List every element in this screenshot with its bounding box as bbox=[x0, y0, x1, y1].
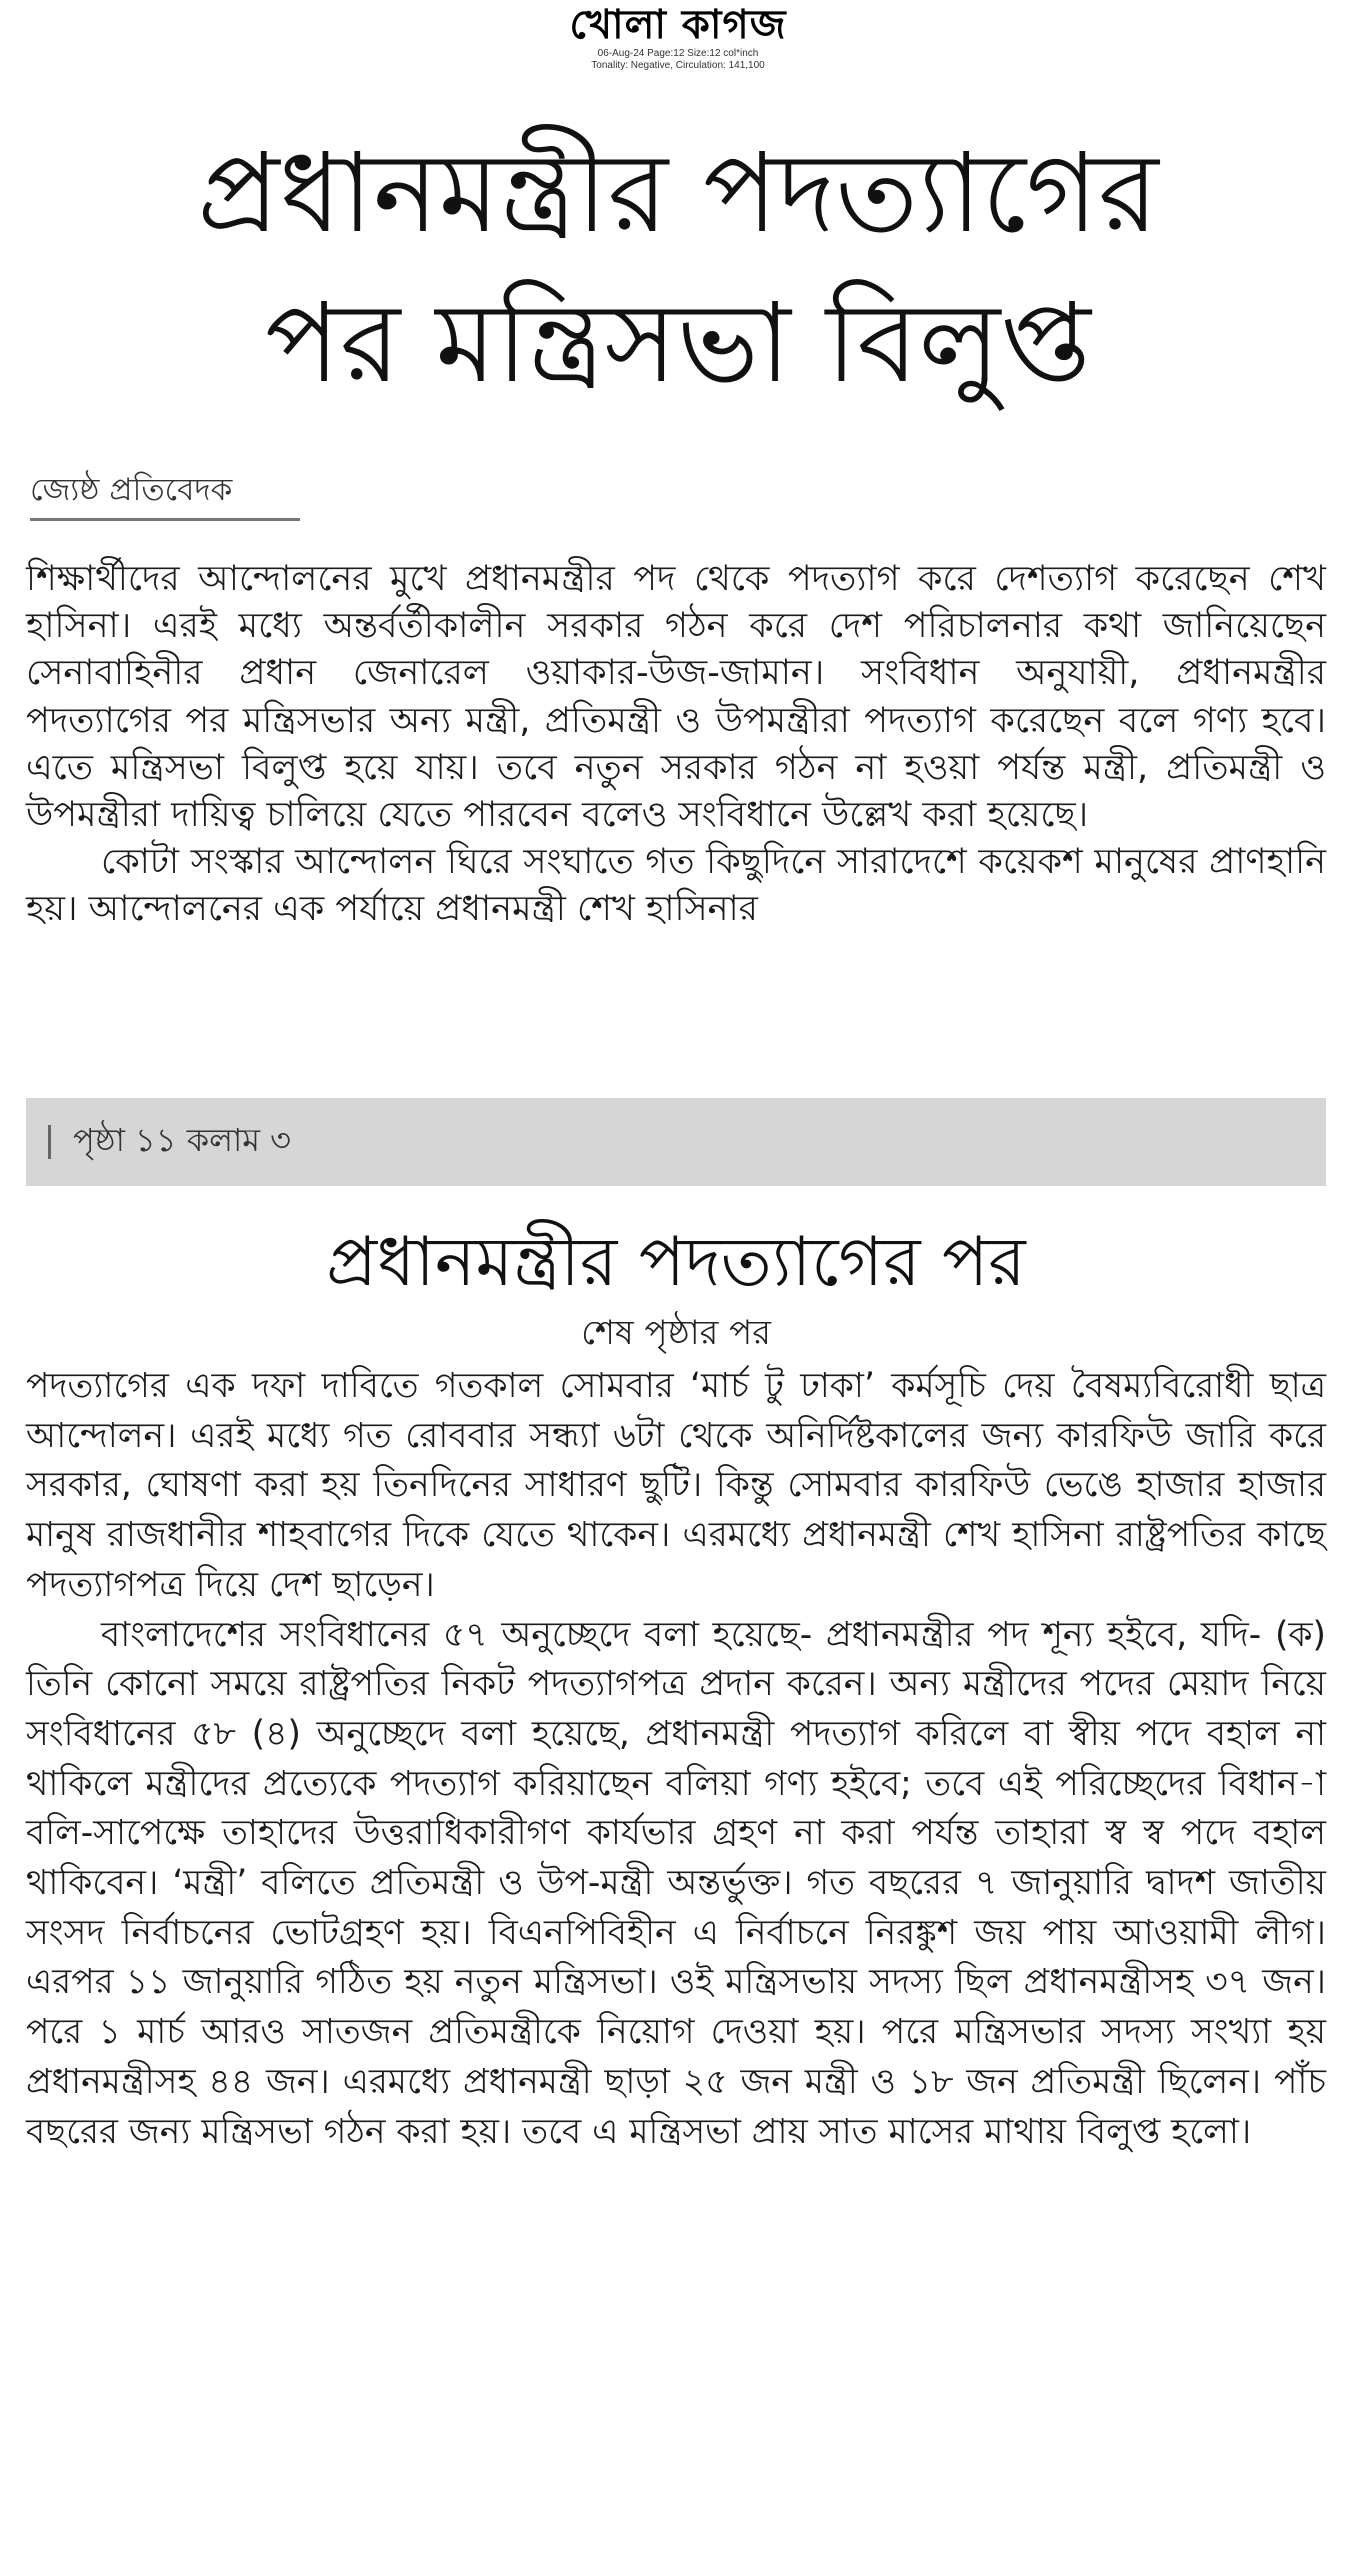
byline: জ্যেষ্ঠ প্রতিবেদক bbox=[30, 468, 300, 521]
continuation-paragraph-2: বাংলাদেশের সংবিধানের ৫৭ অনুচ্ছেদে বলা হয়েছে- প্রধানমন্ত্রীর পদ শূন্য হইবে, যদি- (ক) তিনি কোনো সময়ে রাষ্ট্রপতির নিকট পদত্যাগপত্র প্রদান করেন। অন্য মন্ত্রীদের পদের মেয়াদ নিয়ে সংবিধানের ৫৮ (৪) অনুচ্ছেদে বলা হয়েছে, প্রধানমন্ত্রী পদত্যাগ করিলে বা স্বীয় পদে বহাল না থাকিলে মন্ত্রীদের প্রত্যেকে পদত্যাগ করিয়াছেন বলিয়া গণ্য হইবে; তবে এই পরিচ্ছেদের বিধান-াবলি-সাপেক্ষে তাহাদের উত্তরাধিকারীগণ কার্যভার গ্রহণ না করা পর্যন্ত তাহারা স্ব স্ব পদে বহাল থাকিবেন। ‘মন্ত্রী’ বলিতে প্রতিমন্ত্রী ও উপ-মন্ত্রী অন্তর্ভুক্ত। গত বছরের ৭ জানুয়ারি দ্বাদশ জাতীয় সংসদ নির্বাচনের ভোটগ্রহণ হয়। বিএনপিবিহীন এ নির্বাচনে নিরঙ্কুশ জয় পায় আওয়ামী লীগ। এরপর ১১ জানুয়ারি গঠিত হয় নতুন মন্ত্রিসভা। ওই মন্ত্রিসভায় সদস্য ছিল প্রধানমন্ত্রীসহ ৩৭ জন। পরে ১ মার্চ আরও সাতজন প্রতিমন্ত্রীকে নিয়োগ দেওয়া হয়। পরে মন্ত্রিসভার সদস্য সংখ্যা হয় প্রধানমন্ত্রীসহ ৪৪ জন। এরমধ্যে প্রধানমন্ত্রী ছাড়া ২৫ জন মন্ত্রী ও ১৮ জন প্রতিমন্ত্রী ছিলেন। পাঁচ বছরের জন্য মন্ত্রিসভা গঠন করা হয়। তবে এ মন্ত্রিসভা প্রায় সাত মাসের মাথায় বিলুপ্ত হলো। bbox=[26, 1614, 1326, 2152]
masthead bbox=[0, 0, 1356, 82]
jump-reference-label: পৃষ্ঠা ১১ কলাম ৩ bbox=[73, 1121, 291, 1159]
continuation-headline: প্রধানমন্ত্রীর পদত্যাগের পর bbox=[326, 1223, 1026, 1302]
continued-from-label: শেষ পৃষ্ঠার পর bbox=[581, 1313, 771, 1353]
jump-divider-bar bbox=[48, 1125, 51, 1159]
clip-meta-line-1: 06-Aug-24 Page:12 Size:12 col*inch bbox=[597, 48, 759, 59]
headline-line-1: প্রধানমন্ত্রীর পদত্যাগের bbox=[197, 129, 1159, 257]
newspaper-logo: খোলা কাগজ bbox=[569, 2, 787, 48]
article-body bbox=[26, 556, 1326, 934]
clip-meta-line-2: Tonality: Negative, Circulation: 141,100 bbox=[591, 60, 765, 71]
main-headline bbox=[30, 118, 1326, 418]
continuation-paragraph-1: পদত্যাগের এক দফা দাবিতে গতকাল সোমবার ‘মার্চ টু ঢাকা’ কর্মসূচি দেয় বৈষম্যবিরোধী ছাত্র আন্দোলন। এরই মধ্যে গত রোববার সন্ধ্যা ৬টা থেকে অনির্দিষ্টকালের জন্য কারফিউ জারি করে সরকার, ঘোষণা করা হয় তিনদিনের সাধারণ ছুটি। কিন্তু সোমবার কারফিউ ভেঙে হাজার হাজার মানুষ রাজধানীর শাহবাগের দিকে যেতে থাকেন। এরমধ্যে প্রধানমন্ত্রী শেখ হাসিনা রাষ্ট্রপতির কাছে পদত্যাগপত্র দিয়ে দেশ ছাড়েন। bbox=[26, 1366, 1326, 1605]
jump-reference-box bbox=[26, 1098, 1326, 1186]
headline-line-2: পর মন্ত্রিসভা বিলুপ্ত bbox=[265, 279, 1091, 407]
article-paragraph-1: শিক্ষার্থীদের আন্দোলনের মুখে প্রধানমন্ত্রীর পদ থেকে পদত্যাগ করে দেশত্যাগ করেছেন শেখ হাসিনা। এরই মধ্যে অন্তর্বর্তীকালীন সরকার গঠন করে দেশ পরিচালনার কথা জানিয়েছেন সেনাবাহিনীর প্রধান জেনারেল ওয়াকার-উজ-জামান। সংবিধান অনুযায়ী, প্রধানমন্ত্রীর পদত্যাগের পর মন্ত্রিসভার অন্য মন্ত্রী, প্রতিমন্ত্রী ও উপমন্ত্রীরা পদত্যাগ করেছেন বলে গণ্য হবে। এতে মন্ত্রিসভা বিলুপ্ত হয়ে যায়। তবে নতুন সরকার গঠন না হওয়া পর্যন্ত মন্ত্রী, প্রতিমন্ত্রী ও উপমন্ত্রীরা দায়িত্ব চালিয়ে যেতে পারবেন বলেও সংবিধানে উল্লেখ করা হয়েছে। bbox=[26, 559, 1326, 836]
continuation-body bbox=[26, 1362, 1326, 2157]
article-paragraph-2: কোটা সংস্কার আন্দোলন ঘিরে সংঘাতে গত কিছুদিনে সারাদেশে কয়েকশ মানুষের প্রাণহানি হয়। আন্দোলনের এক পর্যায়ে প্রধানমন্ত্রী শেখ হাসিনার bbox=[26, 842, 1326, 930]
